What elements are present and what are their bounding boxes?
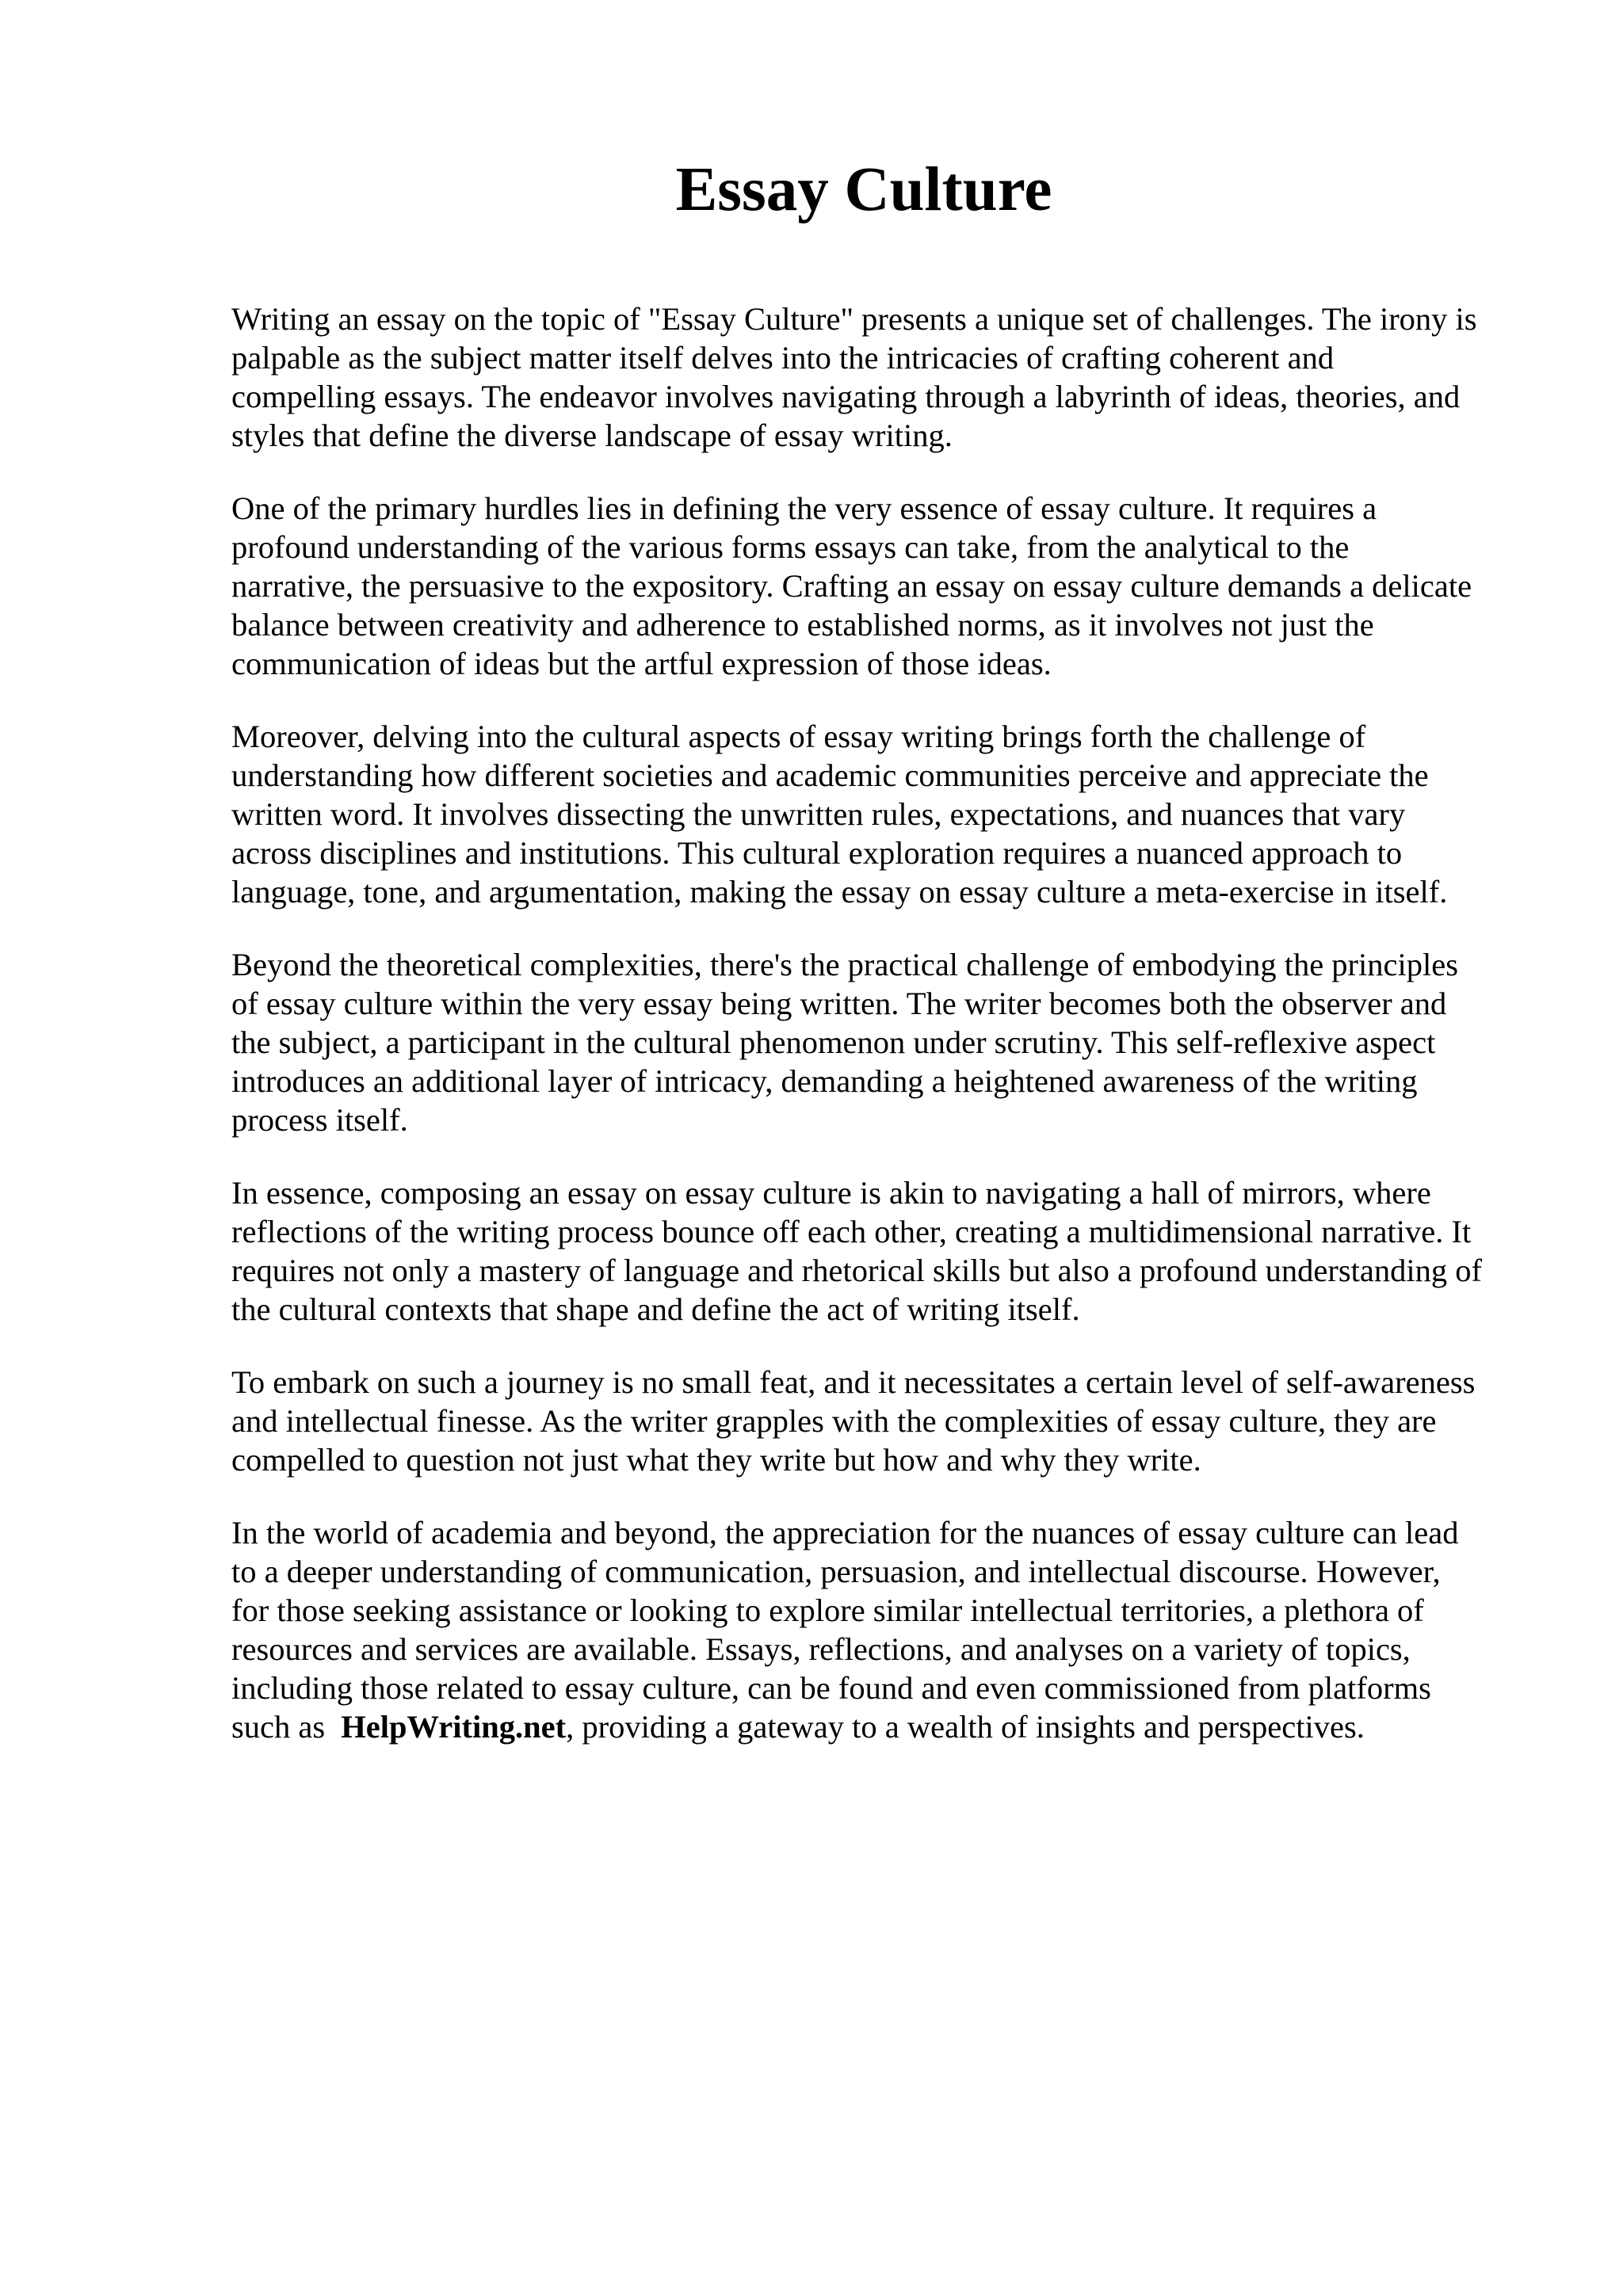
text-line: introduces an additional layer of intricacy, demanding a heightened awareness of the writing (231, 1063, 1418, 1099)
text-line: Writing an essay on the topic of "Essay Culture" presents a unique set of challenges. The irony is (231, 301, 1477, 337)
text-line: palpable as the subject matter itself delves into the intricacies of crafting coherent and (231, 340, 1335, 376)
text-line: styles that define the diverse landscape of essay writing. (231, 418, 953, 453)
text-line: In the world of academia and beyond, the appreciation for the nuances of essay culture can lead (231, 1515, 1459, 1550)
paragraph-6 (231, 1363, 1543, 1479)
paragraph-1 (231, 299, 1543, 455)
text-line: profound understanding of the various forms essays can take, from the analytical to the (231, 529, 1350, 565)
paragraph-2 (231, 489, 1543, 683)
helpwriting-link[interactable]: HelpWriting.net (341, 1709, 567, 1745)
text-line: for those seeking assistance or looking to explore similar intellectual territories, a plethora of (231, 1592, 1424, 1628)
text-line: compelling essays. The endeavor involves navigating through a labyrinth of ideas, theories, and (231, 379, 1461, 414)
text-line: including those related to essay culture, can be found and even commissioned from platforms (231, 1670, 1431, 1706)
text-line: Moreover, delving into the cultural aspects of essay writing brings forth the challenge of (231, 719, 1366, 754)
text-line: language, tone, and argumentation, making the essay on essay culture a meta-exercise in itself. (231, 874, 1448, 910)
text-line: narrative, the persuasive to the expository. Crafting an essay on essay culture demands a delicate (231, 568, 1472, 604)
final-text-line (231, 1707, 1543, 1746)
text-line: One of the primary hurdles lies in defining the very essence of essay culture. It requires a (231, 490, 1377, 526)
text-line: of essay culture within the very essay being written. The writer becomes both the observer and (231, 986, 1447, 1021)
text-line: Beyond the theoretical complexities, there's the practical challenge of embodying the principles (231, 947, 1458, 982)
text-line: resources and services are available. Essays, reflections, and analyses on a variety of topics, (231, 1631, 1411, 1667)
text-line: To embark on such a journey is no small feat, and it necessitates a certain level of self-awareness (231, 1364, 1476, 1400)
text-line: written word. It involves dissecting the unwritten rules, expectations, and nuances that vary (231, 796, 1406, 832)
text-line: compelled to question not just what they write but how and why they write. (231, 1442, 1201, 1478)
paragraph-4 (231, 945, 1543, 1139)
text-line: the cultural contexts that shape and define the act of writing itself. (231, 1291, 1080, 1327)
text-line: understanding how different societies and academic communities perceive and appreciate the (231, 757, 1429, 793)
text-line: balance between creativity and adherence to established norms, as it involves not just the (231, 607, 1374, 643)
text-line: and intellectual finesse. As the writer grapples with the complexities of essay culture, they are (231, 1403, 1437, 1439)
final-line-prefix: such as (231, 1709, 334, 1745)
text-line: requires not only a mastery of language and rhetorical skills but also a profound understanding of (231, 1253, 1482, 1288)
text-line: to a deeper understanding of communication, persuasion, and intellectual discourse. However, (231, 1554, 1441, 1589)
text-line: process itself. (231, 1102, 408, 1138)
paragraph-5 (231, 1173, 1543, 1329)
final-line-suffix: , providing a gateway to a wealth of insights and perspectives. (566, 1709, 1365, 1745)
document-body (231, 299, 1543, 1780)
text-line: reflections of the writing process bounce off each other, creating a multidimensional narrative. It (231, 1214, 1472, 1249)
text-line: across disciplines and institutions. This cultural exploration requires a nuanced approach to (231, 835, 1403, 871)
text-line: communication of ideas but the artful expression of those ideas. (231, 646, 1052, 681)
paragraph-3 (231, 717, 1543, 911)
paragraph-7 (231, 1513, 1543, 1746)
document-title: Essay Culture (675, 155, 1052, 224)
text-line: In essence, composing an essay on essay culture is akin to navigating a hall of mirrors, where (231, 1175, 1431, 1211)
text-line: the subject, a participant in the cultural phenomenon under scrutiny. This self-reflexive aspect (231, 1024, 1436, 1060)
